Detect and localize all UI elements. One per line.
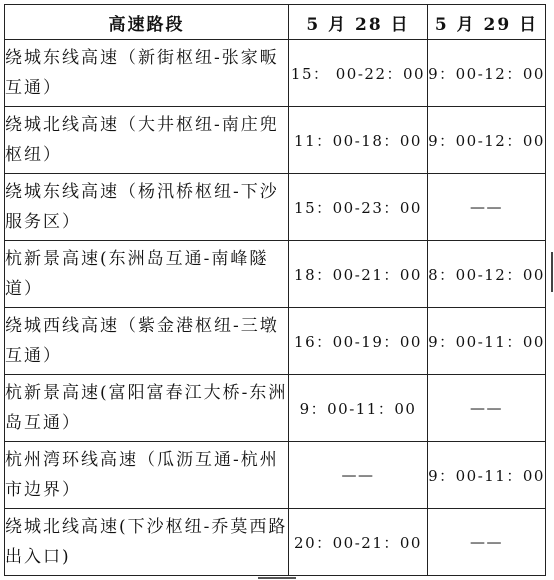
- header-may-29: 5 月 29 日: [428, 5, 546, 40]
- route-cell: 杭新景高速(富阳富春江大桥-东洲岛互通）: [5, 375, 289, 442]
- route-cell: 杭州湾环线高速（瓜沥互通-杭州市边界）: [5, 442, 289, 509]
- may-28-time-cell: 16：00-19：00: [289, 308, 428, 375]
- may-28-time-cell: 15： 00-22：00: [289, 40, 428, 107]
- table-row: [5, 241, 546, 308]
- route-cell: 绕城北线高速(下沙枢纽-乔莫西路出入口): [5, 509, 289, 576]
- may-28-time-cell: 9：00-11：00: [289, 375, 428, 442]
- may-29-time-cell: 9：00-11：00: [428, 442, 546, 509]
- may-28-time-cell: 11：00-18：00: [289, 107, 428, 174]
- route-cell: 绕城西线高速（紫金港枢纽-三墩互通）: [5, 308, 289, 375]
- table-row: [5, 107, 546, 174]
- route-cell: 绕城东线高速（杨汛桥枢纽-下沙服务区）: [5, 174, 289, 241]
- may-29-time-cell: 9：00-12：00: [428, 107, 546, 174]
- may-29-time-cell: ——: [428, 174, 546, 241]
- resize-handle[interactable]: [258, 577, 296, 579]
- route-cell: 绕城北线高速（大井枢纽-南庄兜枢纽）: [5, 107, 289, 174]
- table-row: [5, 375, 546, 442]
- may-29-time-cell: 8：00-12：00: [428, 241, 546, 308]
- may-28-time-cell: 15：00-23：00: [289, 174, 428, 241]
- scrollbar-thumb[interactable]: [551, 252, 553, 292]
- header-may-28: 5 月 28 日: [289, 5, 428, 40]
- may-28-time-cell: 20：00-21：00: [289, 509, 428, 576]
- header-route: 高速路段: [5, 5, 289, 40]
- table-row: [5, 40, 546, 107]
- may-28-time-cell: 18：00-21：00: [289, 241, 428, 308]
- table-row: [5, 174, 546, 241]
- road-closure-table: [4, 4, 546, 576]
- route-cell: 杭新景高速(东洲岛互通-南峰隧道）: [5, 241, 289, 308]
- route-cell: 绕城东线高速（新街枢纽-张家畈互通）: [5, 40, 289, 107]
- may-29-time-cell: ——: [428, 375, 546, 442]
- may-28-time-cell: ——: [289, 442, 428, 509]
- may-29-time-cell: 9：00-11：00: [428, 308, 546, 375]
- table-row: [5, 509, 546, 576]
- header-row: [5, 5, 546, 40]
- may-29-time-cell: 9：00-12：00: [428, 40, 546, 107]
- may-29-time-cell: ——: [428, 509, 546, 576]
- table-row: [5, 308, 546, 375]
- table-row: [5, 442, 546, 509]
